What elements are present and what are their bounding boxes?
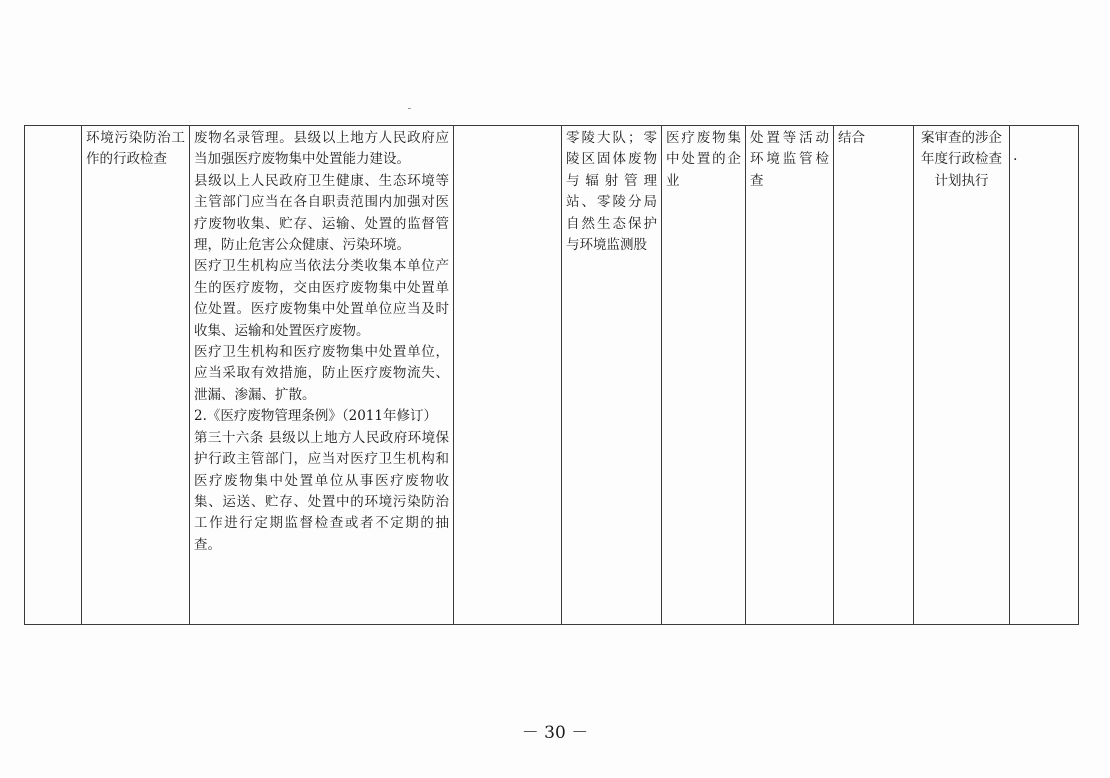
cell-legal-basis [190, 126, 454, 625]
cell-frequency: 案审查的涉企年度行政检查计划执行 [914, 126, 1010, 625]
basis-paragraph: 第三十六条 县级以上地方人民政府环境保护行政主管部门，应当对医疗卫生机构和医疗废物集中处置单位从事医疗废物收集、运送、贮存、处置中的环境污染防治工作进行定期监督检查或者不定期的抽查。 [194, 429, 449, 553]
scan-mark [408, 108, 411, 109]
cell-empty [454, 126, 562, 625]
cell-target: 医疗废物集中处置的企业 [662, 126, 746, 625]
cell-remarks [1010, 126, 1079, 625]
cell-item-name: 环境污染防治工作的行政检查 [82, 126, 190, 625]
basis-paragraph: 2.《医疗废物管理条例》（2011年修订） [194, 408, 437, 425]
basis-paragraph: 县级以上人民政府卫生健康、生态环境等主管部门应当在各自职责范围内加强对医疗废物收集、贮存、运输、处置的监督管理，防止危害公众健康、污染环境。 [194, 172, 449, 254]
table-row [25, 126, 1079, 625]
basis-paragraph: 医疗卫生机构和医疗废物集中处置单位，应当采取有效措施，防止医疗废物流失、泄漏、渗漏、扩散。 [194, 344, 449, 403]
cell-implementing-body: 零陵大队；零陵区固体废物与辐射管理站、零陵分局自然生态保护与环境监测股 [562, 126, 662, 625]
cell-content: 处置等活动环境监管检查 [746, 126, 834, 625]
inspection-table [24, 125, 1079, 625]
cell-index [25, 126, 82, 625]
stray-dot: . [1013, 148, 1018, 164]
basis-paragraph: 废物名录管理。县级以上地方人民政府应当加强医疗废物集中处置能力建设。 [194, 130, 449, 168]
page-number: － 30 － [521, 723, 589, 743]
basis-paragraph: 医疗卫生机构应当依法分类收集本单位产生的医疗废物，交由医疗废物集中处置单位处置。医疗废物集中处置单位应当及时收集、运输和处置医疗废物。 [194, 258, 449, 339]
cell-method: 结合 [834, 126, 914, 625]
